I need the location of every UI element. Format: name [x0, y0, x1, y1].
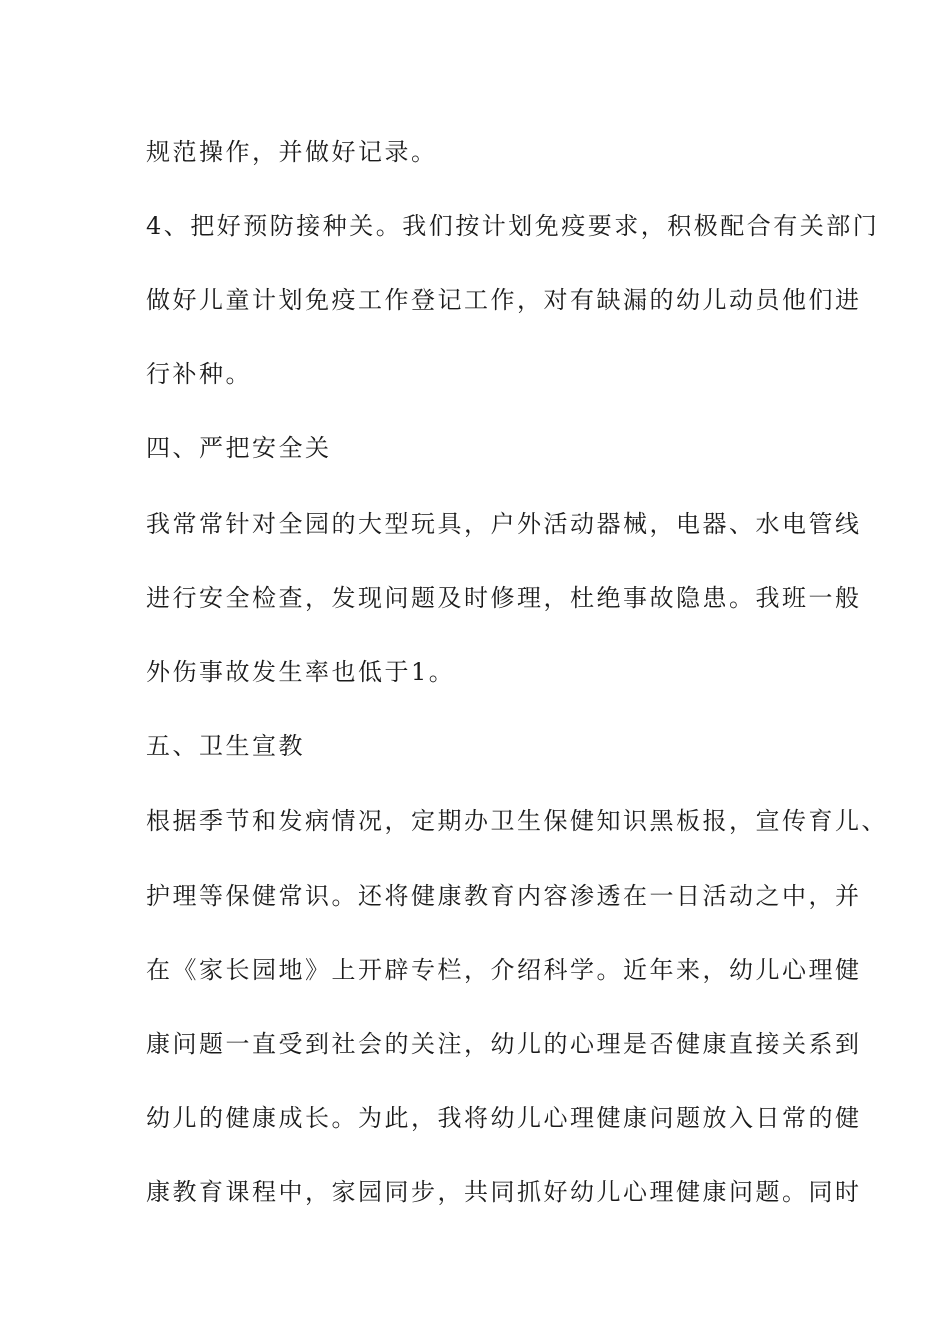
- text-line: 根据季节和发病情况，定期办卫生保健知识黑板报，宣传育儿、: [146, 807, 888, 835]
- text-line: 在《家长园地》上开辟专栏，介绍科学。近年来，幼儿心理健: [146, 956, 862, 984]
- text-line: 进行安全检查，发现问题及时修理，杜绝事故隐患。我班一般: [146, 584, 862, 612]
- text-line: 4、把好预防接种关。我们按计划免疫要求，积极配合有关部门: [146, 212, 880, 240]
- text-line: 康问题一直受到社会的关注，幼儿的心理是否健康直接关系到: [146, 1030, 862, 1058]
- section-heading: 五、卫生宣教: [146, 732, 305, 760]
- text-line: 康教育课程中，家园同步，共同抓好幼儿心理健康问题。同时: [146, 1178, 862, 1206]
- text-line: 护理等保健常识。还将健康教育内容渗透在一日活动之中，并: [146, 882, 862, 910]
- text-line: 外伤事故发生率也低于1。: [146, 658, 456, 686]
- text-line: 规范操作，并做好记录。: [146, 138, 438, 166]
- text-line: 做好儿童计划免疫工作登记工作，对有缺漏的幼儿动员他们进: [146, 286, 862, 314]
- text-line: 幼儿的健康成长。为此，我将幼儿心理健康问题放入日常的健: [146, 1104, 862, 1132]
- section-heading: 四、严把安全关: [146, 434, 332, 462]
- text-line: 行补种。: [146, 360, 252, 388]
- text-line: 我常常针对全园的大型玩具，户外活动器械，电器、水电管线: [146, 510, 862, 538]
